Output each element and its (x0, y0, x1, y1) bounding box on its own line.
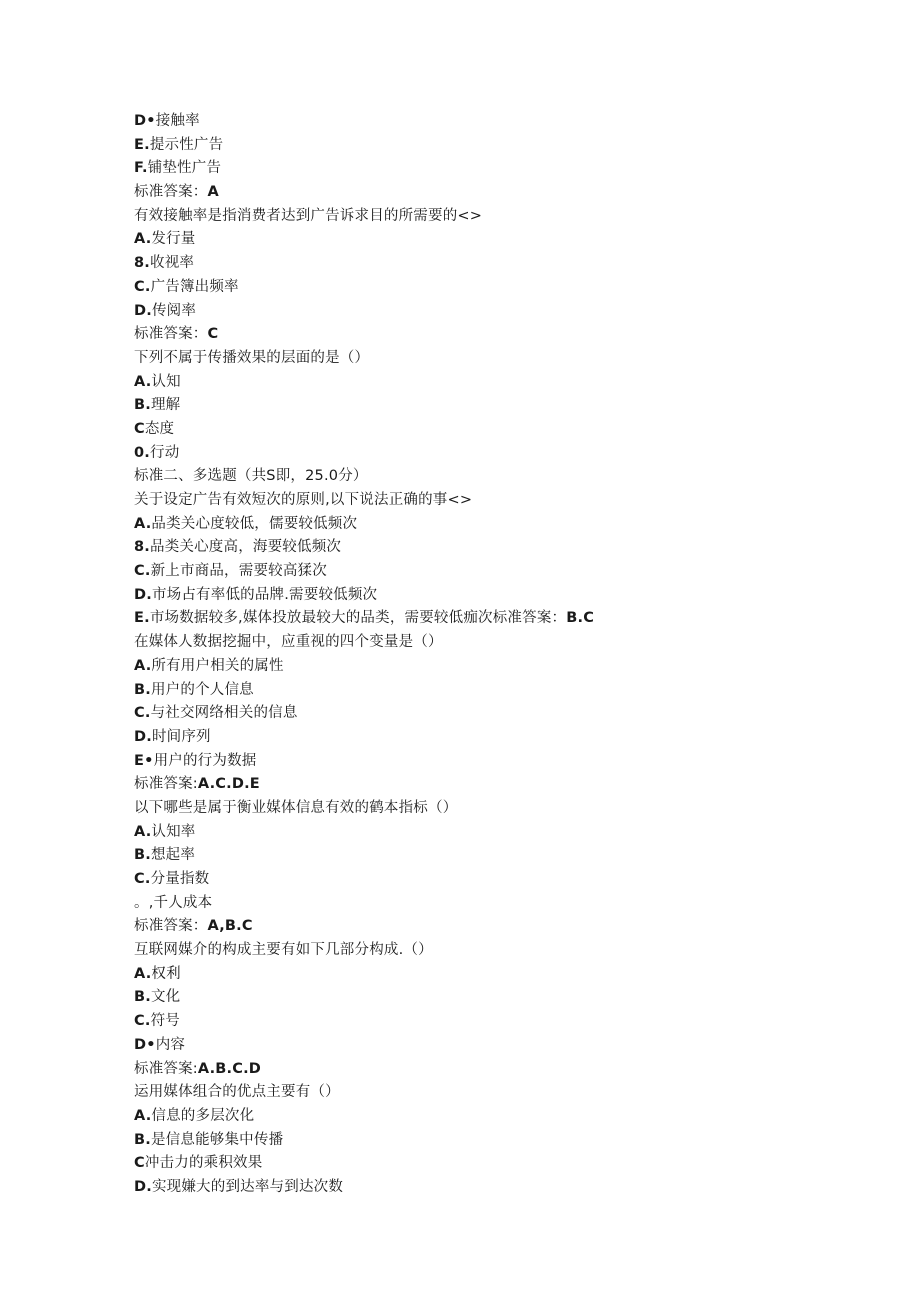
text-line (134, 915, 854, 939)
text-line (134, 986, 854, 1010)
text-line (134, 750, 854, 774)
text-line (134, 939, 854, 963)
text-line (134, 276, 854, 300)
line-text: 认知率 (151, 823, 196, 840)
text-line (134, 1152, 854, 1176)
line-text: 市场数据较多,媒体投放最较大的品类，需要较低痂次标准答案： (149, 610, 567, 627)
text-line (134, 868, 854, 892)
line-text: 标准答案: (134, 776, 198, 793)
text-line (134, 1058, 854, 1082)
text-line (134, 631, 854, 655)
line-text: 行动 (150, 444, 180, 461)
option-marker: C. (134, 705, 151, 722)
line-text: 市场占有率低的品牌.需要较低频次 (151, 586, 378, 603)
answer-value: A,B.C (207, 918, 253, 935)
option-marker: C. (134, 1013, 151, 1030)
option-marker: C (134, 420, 145, 437)
line-text: 关于设定广告有效短次的原则,以下说法正确的事<> (134, 492, 473, 508)
option-marker: E. (134, 610, 150, 627)
line-text: 。,千人成本 (134, 894, 213, 911)
line-text: 提示性广告 (149, 136, 224, 153)
option-marker: D. (134, 586, 152, 603)
option-marker: E• (134, 752, 154, 769)
option-marker: A. (134, 965, 152, 982)
line-text: 是信息能够集中传播 (150, 1131, 284, 1148)
option-marker: A. (134, 1107, 152, 1124)
text-line (134, 205, 854, 229)
text-line (134, 584, 854, 608)
line-text: 想起率 (150, 847, 196, 864)
text-line (134, 1034, 854, 1058)
line-text: 实现嫌大的到达率与到达次数 (151, 1178, 344, 1195)
line-text: 冲击力的乘积效果 (144, 1155, 263, 1172)
answer-value: B.C (566, 610, 595, 627)
text-line (134, 394, 854, 418)
text-line (134, 773, 854, 797)
text-line (134, 513, 854, 537)
option-marker: D. (134, 302, 152, 319)
text-line (134, 323, 854, 347)
text-line (134, 702, 854, 726)
option-marker: A. (134, 231, 152, 248)
line-text: 时间序列 (151, 728, 211, 745)
text-line (134, 157, 854, 181)
line-text: 接触率 (155, 113, 200, 129)
line-text: 用户的个人信息 (150, 681, 254, 698)
option-marker: B. (134, 397, 151, 414)
line-text: 文化 (150, 989, 181, 1006)
line-text: 权利 (151, 965, 181, 982)
option-marker: 0. (134, 444, 150, 461)
text-line (134, 418, 854, 442)
text-line (134, 1176, 854, 1200)
text-line (134, 371, 854, 395)
line-text: 在媒体人数据挖掘中，应重视的四个变量是（） (134, 634, 443, 651)
option-marker: B. (134, 847, 151, 864)
text-line (134, 892, 854, 916)
text-line (134, 228, 854, 252)
text-line (134, 844, 854, 868)
option-marker: B. (134, 989, 151, 1006)
text-line (134, 679, 854, 703)
answer-value: A.B.C.D (197, 1060, 262, 1077)
line-text: 理解 (150, 397, 181, 414)
option-marker: C. (134, 563, 151, 580)
text-line (134, 726, 854, 750)
line-text: 信息的多层次化 (151, 1107, 255, 1124)
line-text: 有效接触率是指消费者达到广告诉求目的所需要的<> (134, 207, 483, 224)
line-text: 与社交网络相关的信息 (150, 705, 298, 722)
text-line (134, 1129, 854, 1153)
option-marker: B. (134, 1131, 151, 1148)
line-text: 所有用户相关的属性 (151, 657, 284, 674)
option-marker: A. (134, 373, 152, 390)
line-text: 内容 (155, 1036, 186, 1053)
text-line (134, 560, 854, 584)
text-line (134, 1010, 854, 1034)
line-text: 新上市商品，需要较高猱次 (150, 563, 327, 580)
line-text: 用户的行为数据 (153, 752, 257, 769)
option-marker: 8. (134, 539, 150, 556)
line-text: 品类关心度高，海要较低频次 (150, 539, 342, 556)
document-body (134, 110, 854, 1200)
line-text: 收视率 (150, 255, 195, 272)
text-line (134, 536, 854, 560)
line-text: 符号 (150, 1013, 180, 1030)
line-text: 标准二、多选题（共S即，25.0分） (134, 468, 368, 485)
line-text: 广告簿出频率 (150, 278, 239, 295)
text-line (134, 252, 854, 276)
line-text: 运用媒体组合的优点主要有（） (134, 1084, 340, 1101)
text-line (134, 607, 854, 631)
option-marker: E. (134, 136, 150, 153)
text-line (134, 1105, 854, 1129)
text-line (134, 110, 854, 134)
text-line (134, 821, 854, 845)
line-text: 态度 (144, 420, 175, 437)
text-line (134, 489, 854, 513)
option-marker: D• (134, 1036, 156, 1053)
option-marker: D. (134, 728, 152, 745)
text-line (134, 134, 854, 158)
text-line (134, 1081, 854, 1105)
text-line (134, 347, 854, 371)
option-marker: D. (134, 1178, 152, 1195)
option-marker: C. (134, 278, 151, 295)
option-marker: A. (134, 515, 152, 532)
text-line (134, 465, 854, 489)
text-line (134, 655, 854, 679)
text-line (134, 442, 854, 466)
line-text: 认知 (151, 373, 181, 390)
line-text: 标准答案： (134, 918, 208, 935)
line-text: 品类关心度较低，儒要较低频次 (151, 515, 358, 532)
option-marker: 8. (134, 255, 150, 272)
answer-value: A (207, 184, 219, 201)
text-line (134, 181, 854, 205)
line-text: 以下哪些是属于衡业媒体信息有效的鹤本指标（） (134, 799, 458, 816)
line-text: 标准答案： (134, 184, 208, 201)
answer-value: C (207, 326, 219, 343)
line-text: 标准答案: (134, 1060, 198, 1077)
option-marker: F. (134, 160, 148, 177)
answer-value: A.C.D.E (197, 776, 260, 793)
line-text: 互联网媒介的构成主要有如下几部分构成.（） (134, 942, 433, 959)
line-text: 分量指数 (150, 871, 210, 887)
line-text: 标准答案： (134, 326, 208, 343)
option-marker: D• (134, 113, 156, 129)
text-line (134, 797, 854, 821)
option-marker: B. (134, 681, 151, 698)
option-marker: C. (134, 871, 151, 887)
line-text: 发行量 (151, 231, 196, 248)
line-text: 铺垫性广告 (147, 160, 222, 177)
option-marker: C (134, 1155, 145, 1172)
line-text: 传阅率 (151, 302, 197, 319)
option-marker: A. (134, 823, 152, 840)
text-line (134, 300, 854, 324)
option-marker: A. (134, 657, 152, 674)
text-line (134, 963, 854, 987)
line-text: 下列不属于传播效果的层面的是（） (134, 349, 370, 366)
